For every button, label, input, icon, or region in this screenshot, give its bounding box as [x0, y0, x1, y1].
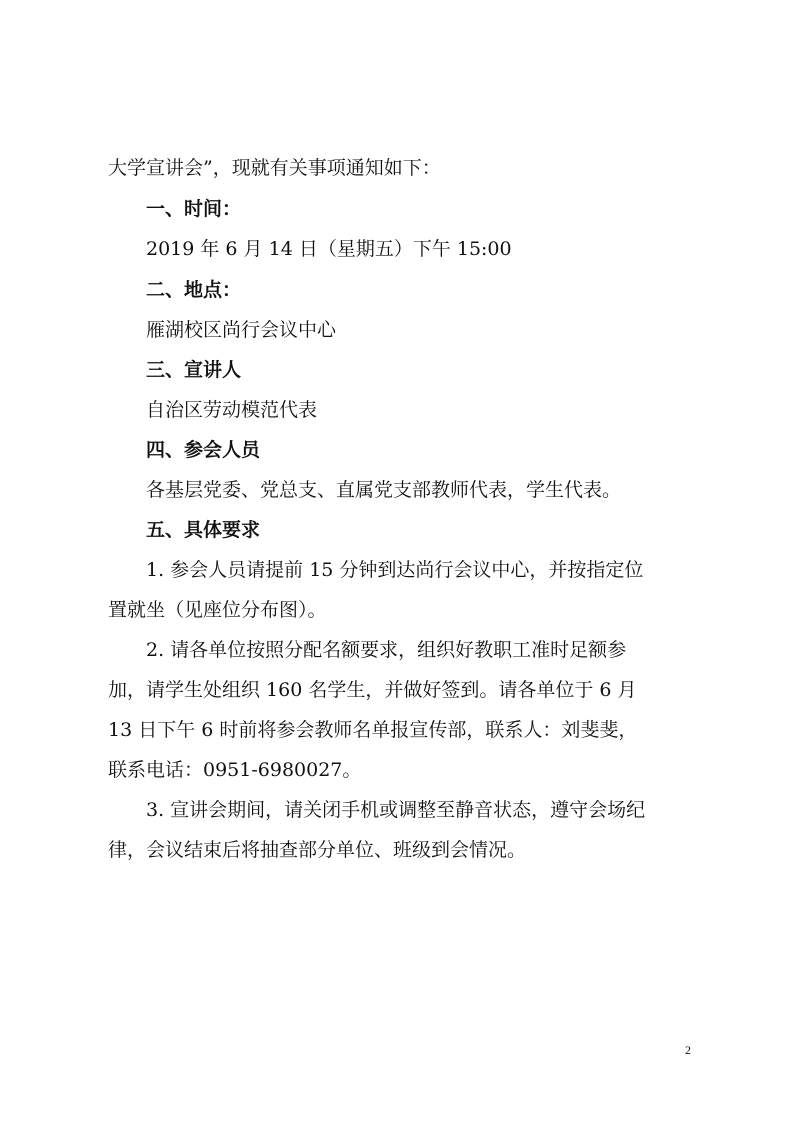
time-text: 2019 年 6 月 14 日（星期五）下午 15:00: [146, 238, 512, 260]
requirement-1-line: 1. 参会人员请提前 15 分钟到达尚行会议中心，并按指定位: [146, 559, 644, 581]
requirement-2-line: 13 日下午 6 时前将参会教师名单报宣传部，联系人：刘斐斐，: [108, 719, 638, 741]
attendees-text: 各基层党委、党总支、直属党支部教师代表，学生代表。: [146, 479, 622, 501]
speaker-text: 自治区劳动模范代表: [146, 399, 318, 421]
requirement-3-line: 3. 宣讲会期间，请关闭手机或调整至静音状态，遵守会场纪: [146, 799, 646, 821]
page-number: 2: [685, 1043, 691, 1057]
section-heading-requirements: 五、具体要求: [146, 519, 261, 541]
section-heading-time: 一、时间：: [146, 198, 242, 220]
location-text: 雁湖校区尚行会议中心: [146, 319, 337, 341]
intro-text: 大学宣讲会”，现就有关事项通知如下：: [108, 157, 441, 179]
requirement-2-line: 2. 请各单位按照分配名额要求，组织好教职工准时足额参: [146, 639, 627, 661]
requirement-2-line: 加，请学生处组织 160 名学生，并做好签到。请各单位于 6 月: [108, 679, 637, 701]
section-heading-attendees: 四、参会人员: [146, 439, 261, 461]
section-heading-speaker: 三、宣讲人: [146, 359, 242, 381]
requirement-1-line: 置就坐（见座位分布图）。: [108, 599, 327, 621]
requirement-3-line: 律，会议结束后将抽查部分单位、班级到会情况。: [108, 839, 527, 861]
requirement-2-line: 联系电话：0951-6980027。: [108, 759, 362, 781]
section-heading-location: 二、地点：: [146, 279, 242, 301]
